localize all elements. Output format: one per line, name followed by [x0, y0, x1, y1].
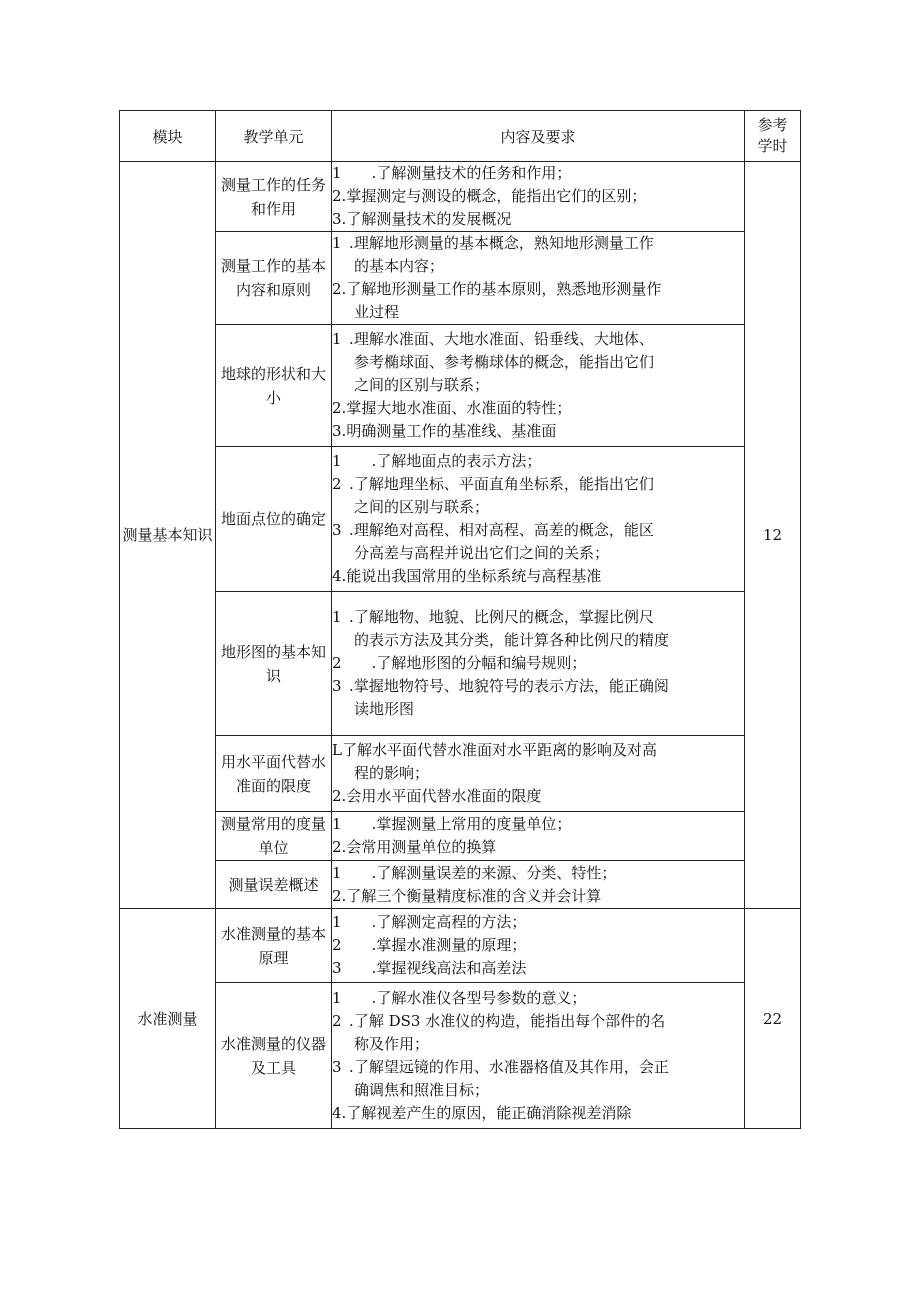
- item-continuation: 之间的区别与联系；: [354, 376, 490, 394]
- content-item: [332, 739, 744, 762]
- item-number: 1: [332, 452, 342, 470]
- header-hours: 参考 学时: [745, 111, 801, 162]
- item-continuation: 的表示方法及其分类，能计算各种比例尺的精度: [354, 631, 670, 649]
- item-text: .了解测量误差的来源、分类、特性；: [341, 863, 617, 882]
- unit-content: [332, 861, 745, 909]
- unit-content: [332, 909, 745, 983]
- unit-name: 地形图的基本知识: [216, 592, 332, 736]
- content-item: [332, 565, 744, 588]
- content-item: [332, 785, 744, 808]
- item-text: 掌握测定与测设的概念，能指出它们的区别；: [346, 187, 647, 205]
- unit-content: [332, 325, 745, 447]
- item-text: 明确测量工作的基准线、基准面: [346, 422, 557, 440]
- item-number: 1: [332, 863, 342, 882]
- item-text: .了解地理坐标、平面直角坐标系，能指出它们: [341, 475, 654, 493]
- content-item: [332, 957, 744, 980]
- item-number: 2.: [332, 886, 347, 905]
- item-text: 了解测量技术的发展概况: [346, 210, 512, 228]
- item-text: 会常用测量单位的换算: [346, 838, 497, 856]
- item-number: 1: [332, 234, 342, 252]
- item-number: 2.: [332, 280, 347, 298]
- item-text: 了解视差产生的原因，能正确消除视差消除: [346, 1103, 632, 1122]
- item-number: 3.: [332, 210, 347, 228]
- unit-name: 测量工作的基本内容和原则: [216, 232, 332, 325]
- table-row: [120, 812, 801, 861]
- item-text: .了解测定高程的方法；: [341, 913, 527, 931]
- item-text: .了解地形图的分幅和编号规则；: [341, 654, 587, 672]
- item-text: .了解地面点的表示方法；: [341, 452, 542, 470]
- item-number: 2: [332, 475, 342, 493]
- item-text: .掌握水准测量的原理；: [341, 936, 527, 954]
- header-row: [120, 111, 801, 162]
- item-text: .了解 DS3 水准仪的构造，能指出每个部件的名: [341, 1011, 666, 1030]
- item-text: .了解水准仪各型号参数的意义；: [341, 988, 587, 1007]
- item-text: 了解地形测量工作的基本原则，熟悉地形测量作: [346, 280, 662, 298]
- table-row: [120, 232, 801, 325]
- content-item: [332, 278, 744, 301]
- content-item: [332, 519, 744, 542]
- unit-name: 地面点位的确定: [216, 447, 332, 592]
- item-text: 了解三个衡量精度标准的含义并会计算: [346, 886, 602, 905]
- item-number: L: [332, 741, 342, 759]
- item-number: 2: [332, 936, 342, 954]
- content-item: [332, 420, 744, 443]
- item-number: 3: [332, 1057, 342, 1076]
- item-number: 1: [332, 608, 342, 626]
- item-continuation: 的基本内容；: [354, 257, 445, 275]
- item-number: 1: [332, 164, 342, 182]
- unit-content: [332, 812, 745, 861]
- unit-name: 地球的形状和大小: [216, 325, 332, 447]
- content-item: [332, 836, 744, 859]
- item-continuation: 程的影响；: [354, 764, 430, 782]
- unit-content: [332, 232, 745, 325]
- content-item: [332, 652, 744, 675]
- item-text: .理解地形测量的基本概念，熟知地形测量工作: [341, 234, 654, 252]
- item-number: 1: [332, 815, 342, 833]
- unit-content: [332, 447, 745, 592]
- table-row: [120, 983, 801, 1129]
- table-row: [120, 325, 801, 447]
- item-number: 2: [332, 1011, 342, 1030]
- table-row: [120, 736, 801, 812]
- content-item: [332, 885, 744, 908]
- unit-name: 水准测量的仪器及工具: [216, 983, 332, 1129]
- item-number: 2.: [332, 187, 347, 205]
- content-item: [332, 813, 744, 836]
- table-row: [120, 447, 801, 592]
- unit-name: 测量误差概述: [216, 861, 332, 909]
- content-item: [332, 1056, 744, 1079]
- item-number: 3: [332, 677, 342, 695]
- unit-content: [332, 162, 745, 232]
- module-hours: 12: [745, 162, 801, 909]
- item-text: .掌握视线高法和高差法: [341, 959, 527, 977]
- item-text: .理解绝对高程、相对高程、高差的概念，能区: [341, 521, 654, 539]
- module-name: 测量基本知识: [120, 162, 216, 909]
- item-continuation: 读地形图: [354, 700, 415, 718]
- item-number: 1: [332, 330, 342, 348]
- item-text: .了解测量技术的任务和作用；: [341, 164, 572, 182]
- item-number: 4.: [332, 1103, 347, 1122]
- header-content: 内容及要求: [332, 111, 745, 162]
- content-item: [332, 473, 744, 496]
- unit-content: [332, 736, 745, 812]
- content-item: [332, 328, 744, 351]
- item-continuation: 业过程: [354, 303, 400, 321]
- content-item: [332, 185, 744, 208]
- content-item: [332, 1102, 744, 1125]
- content-item: [332, 1010, 744, 1033]
- item-continuation: 之间的区别与联系；: [354, 498, 490, 516]
- item-number: 2.: [332, 787, 347, 805]
- unit-name: 水准测量的基本原理: [216, 909, 332, 983]
- unit-name: 测量工作的任务和作用: [216, 162, 332, 232]
- module-hours: 22: [745, 909, 801, 1129]
- item-text: .了解地物、地貌、比例尺的概念，掌握比例尺: [341, 608, 654, 626]
- header-module: 模块: [120, 111, 216, 162]
- content-item: [332, 987, 744, 1010]
- item-text: .掌握测量上常用的度量单位；: [341, 815, 572, 833]
- item-number: 2: [332, 654, 342, 672]
- module-name: 水准测量: [120, 909, 216, 1129]
- item-number: 3: [332, 959, 342, 977]
- unit-content: [332, 592, 745, 736]
- content-item: [332, 606, 744, 629]
- item-number: 2.: [332, 399, 347, 417]
- item-text: 掌握大地水准面、水准面的特性；: [346, 399, 572, 417]
- item-text: 了解水平面代替水准面对水平距离的影响及对高: [341, 741, 657, 759]
- item-continuation: 称及作用；: [354, 1034, 430, 1053]
- item-continuation: 确调焦和照准目标；: [354, 1080, 490, 1099]
- content-item: [332, 232, 744, 255]
- item-number: 3.: [332, 422, 347, 440]
- content-item: [332, 208, 744, 231]
- table-row: [120, 592, 801, 736]
- item-text: .掌握地物符号、地貌符号的表示方法，能正确阅: [341, 677, 669, 695]
- item-number: 2.: [332, 838, 347, 856]
- content-item: [332, 397, 744, 420]
- item-continuation: 参考椭球面、参考椭球体的概念，能指出它们: [354, 353, 655, 371]
- header-unit: 教学单元: [216, 111, 332, 162]
- item-text: 能说出我国常用的坐标系统与高程基准: [346, 567, 602, 585]
- unit-name: 测量常用的度量单位: [216, 812, 332, 861]
- content-item: [332, 911, 744, 934]
- item-text: .了解望远镜的作用、水准器格值及其作用，会正: [341, 1057, 669, 1076]
- item-continuation: 分高差与高程并说出它们之间的关系；: [354, 544, 610, 562]
- item-number: 1: [332, 988, 342, 1007]
- item-text: .理解水准面、大地水准面、铅垂线、大地体、: [341, 330, 654, 348]
- content-item: [332, 675, 744, 698]
- item-number: 4.: [332, 567, 347, 585]
- course-table: [119, 110, 801, 1129]
- unit-content: [332, 983, 745, 1129]
- unit-name: 用水平面代替水准面的限度: [216, 736, 332, 812]
- table-row: [120, 909, 801, 983]
- item-number: 1: [332, 913, 342, 931]
- item-text: 会用水平面代替水准面的限度: [346, 787, 542, 805]
- content-item: [332, 162, 744, 185]
- content-item: [332, 934, 744, 957]
- table-row: [120, 861, 801, 909]
- content-item: [332, 450, 744, 473]
- content-item: [332, 862, 744, 885]
- item-number: 3: [332, 521, 342, 539]
- table-row: [120, 162, 801, 232]
